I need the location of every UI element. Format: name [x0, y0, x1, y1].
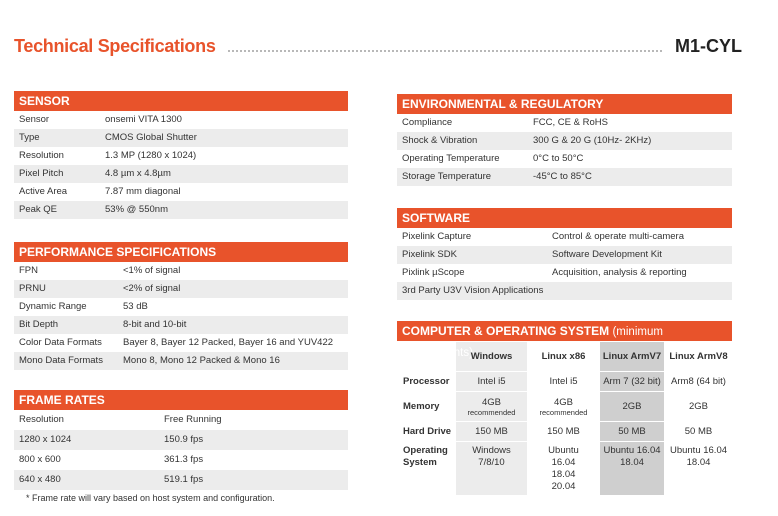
- frame-rate-footnote: * Frame rate will vary based on host system and configuration.: [26, 493, 275, 503]
- table-row: [397, 246, 732, 264]
- performance-title: PERFORMANCE SPECIFICATIONS: [14, 242, 348, 262]
- row-label: Peak QE: [19, 204, 58, 215]
- frame-rates-title: FRAME RATES: [14, 390, 348, 410]
- row-value: FCC, CE & RoHS: [533, 117, 608, 128]
- page-header: [14, 30, 766, 64]
- column-header: Linux x86: [528, 342, 600, 372]
- cell-value: 4GB: [481, 396, 501, 408]
- row-value: 4.8 µm x 4.8µm: [105, 168, 171, 179]
- row-label: Mono Data Formats: [19, 355, 103, 366]
- environmental-panel: [397, 94, 732, 186]
- frame-rates-panel: [14, 390, 348, 506]
- row-label: Pixel Pitch: [19, 168, 64, 179]
- table-cell: 50 MB: [665, 422, 733, 442]
- sensor-title: SENSOR: [14, 91, 348, 111]
- table-cell: Intel i5: [528, 372, 600, 392]
- table-row: [14, 129, 348, 147]
- environmental-title: ENVIRONMENTAL & REGULATORY: [397, 94, 732, 114]
- row-value: 519.1 fps: [164, 474, 204, 485]
- software-panel: [397, 208, 732, 300]
- row-value: CMOS Global Shutter: [105, 132, 197, 143]
- row-label: Compliance: [402, 117, 453, 128]
- row-value: 0°C to 50°C: [533, 153, 584, 164]
- row-label: Operating System: [398, 442, 456, 496]
- column-header: Linux ArmV8: [665, 342, 733, 372]
- table-row: [14, 111, 348, 129]
- row-label: Pixlink µScope: [402, 267, 465, 278]
- table-cell: Ubuntu 16.04 18.04: [665, 442, 733, 496]
- table-cell: Ubuntu 16.04 18.04: [600, 442, 665, 496]
- computer-os-panel: [397, 321, 732, 496]
- row-label: Resolution: [19, 414, 64, 425]
- row-label: 640 x 480: [19, 474, 61, 485]
- row-label: PRNU: [19, 283, 46, 294]
- table-row: [398, 372, 733, 392]
- row-value: 1.3 MP (1280 x 1024): [105, 150, 197, 161]
- row-value: 150.9 fps: [164, 434, 204, 445]
- table-row: [397, 228, 732, 246]
- table-row: [14, 450, 348, 470]
- row-label: Color Data Formats: [19, 337, 102, 348]
- table-row: [397, 114, 732, 132]
- dotted-leader: [228, 50, 662, 52]
- row-value: Acquisition, analysis & reporting: [552, 267, 687, 278]
- row-label: Type: [19, 132, 40, 143]
- row-value: Bayer 8, Bayer 12 Packed, Bayer 16 and YUV422: [123, 337, 334, 348]
- performance-panel: [14, 242, 348, 370]
- model-name: M1-CYL: [675, 36, 742, 56]
- row-label: 1280 x 1024: [19, 434, 72, 445]
- page-title: Technical Specifications: [14, 36, 216, 56]
- row-value: <2% of signal: [123, 283, 181, 294]
- row-value: -45°C to 85°C: [533, 171, 592, 182]
- row-label: Bit Depth: [19, 319, 59, 330]
- table-row: [398, 442, 733, 496]
- row-label: Processor: [398, 372, 456, 392]
- row-value: Software Development Kit: [552, 249, 662, 260]
- row-value: <1% of signal: [123, 265, 181, 276]
- table-row: [14, 410, 348, 430]
- cell-value: 4GB: [553, 396, 573, 408]
- table-row: [397, 132, 732, 150]
- row-label: FPN: [19, 265, 38, 276]
- row-label: Hard Drive: [398, 422, 456, 442]
- row-label: Pixelink Capture: [402, 231, 472, 242]
- column-header: Windows: [456, 342, 528, 372]
- table-row: [398, 422, 733, 442]
- table-row: [14, 165, 348, 183]
- table-row: [398, 392, 733, 422]
- table-row: [14, 430, 348, 450]
- table-row: [14, 352, 348, 370]
- table-row: [14, 470, 348, 490]
- software-title: SOFTWARE: [397, 208, 732, 228]
- table-cell: 2GB: [665, 392, 733, 422]
- table-cell: Arm 7 (32 bit): [600, 372, 665, 392]
- row-label: Active Area: [19, 186, 68, 197]
- table-row: [397, 282, 732, 300]
- table-row: [397, 168, 732, 186]
- table-row: [14, 334, 348, 352]
- table-cell: Intel i5: [456, 372, 528, 392]
- row-value: 7.87 mm diagonal: [105, 186, 181, 197]
- column-header: Linux ArmV7: [600, 342, 665, 372]
- table-cell: Ubuntu 16.04 18.04 20.04: [528, 442, 600, 496]
- table-row: [397, 150, 732, 168]
- row-value: 8-bit and 10-bit: [123, 319, 187, 330]
- row-label: 800 x 600: [19, 454, 61, 465]
- table-row: [14, 183, 348, 201]
- table-cell: [528, 392, 600, 422]
- row-value: 361.3 fps: [164, 454, 204, 465]
- cell-note: recommended: [467, 407, 516, 417]
- row-value: 53% @ 550nm: [105, 204, 168, 215]
- row-value: Mono 8, Mono 12 Packed & Mono 16: [123, 355, 280, 366]
- table-cell: Windows 7/8/10: [456, 442, 528, 496]
- table-cell: 2GB: [600, 392, 665, 422]
- computer-os-title-main: COMPUTER & OPERATING SYSTEM: [402, 324, 610, 338]
- table-row: [14, 147, 348, 165]
- table-row: [14, 201, 348, 219]
- row-value: 53 dB: [123, 301, 148, 312]
- table-row: [14, 280, 348, 298]
- row-label: Operating Temperature: [402, 153, 500, 164]
- table-cell: Arm8 (64 bit): [665, 372, 733, 392]
- row-value: Free Running: [164, 414, 222, 425]
- row-label: Pixelink SDK: [402, 249, 457, 260]
- table-cell: 50 MB: [600, 422, 665, 442]
- computer-os-title-suffix: (minimum requirements): [402, 326, 663, 359]
- row-label: Storage Temperature: [402, 171, 492, 182]
- table-row: [397, 264, 732, 282]
- row-label: Sensor: [19, 114, 50, 125]
- os-requirements-table: [397, 341, 733, 496]
- row-label: 3rd Party U3V Vision Applications: [402, 285, 544, 296]
- row-label: Shock & Vibration: [402, 135, 478, 146]
- row-label: Dynamic Range: [19, 301, 87, 312]
- table-row: [14, 262, 348, 280]
- row-label: Resolution: [19, 150, 64, 161]
- table-cell: [456, 392, 528, 422]
- row-value: 300 G & 20 G (10Hz- 2KHz): [533, 135, 652, 146]
- row-value: Control & operate multi-camera: [552, 231, 684, 242]
- table-row: [14, 298, 348, 316]
- table-cell: 150 MB: [456, 422, 528, 442]
- cell-note: recommended: [539, 407, 588, 417]
- table-cell: 150 MB: [528, 422, 600, 442]
- table-row: [14, 316, 348, 334]
- row-value: onsemi VITA 1300: [105, 114, 182, 125]
- row-label: Memory: [398, 392, 456, 422]
- sensor-panel: [14, 91, 348, 219]
